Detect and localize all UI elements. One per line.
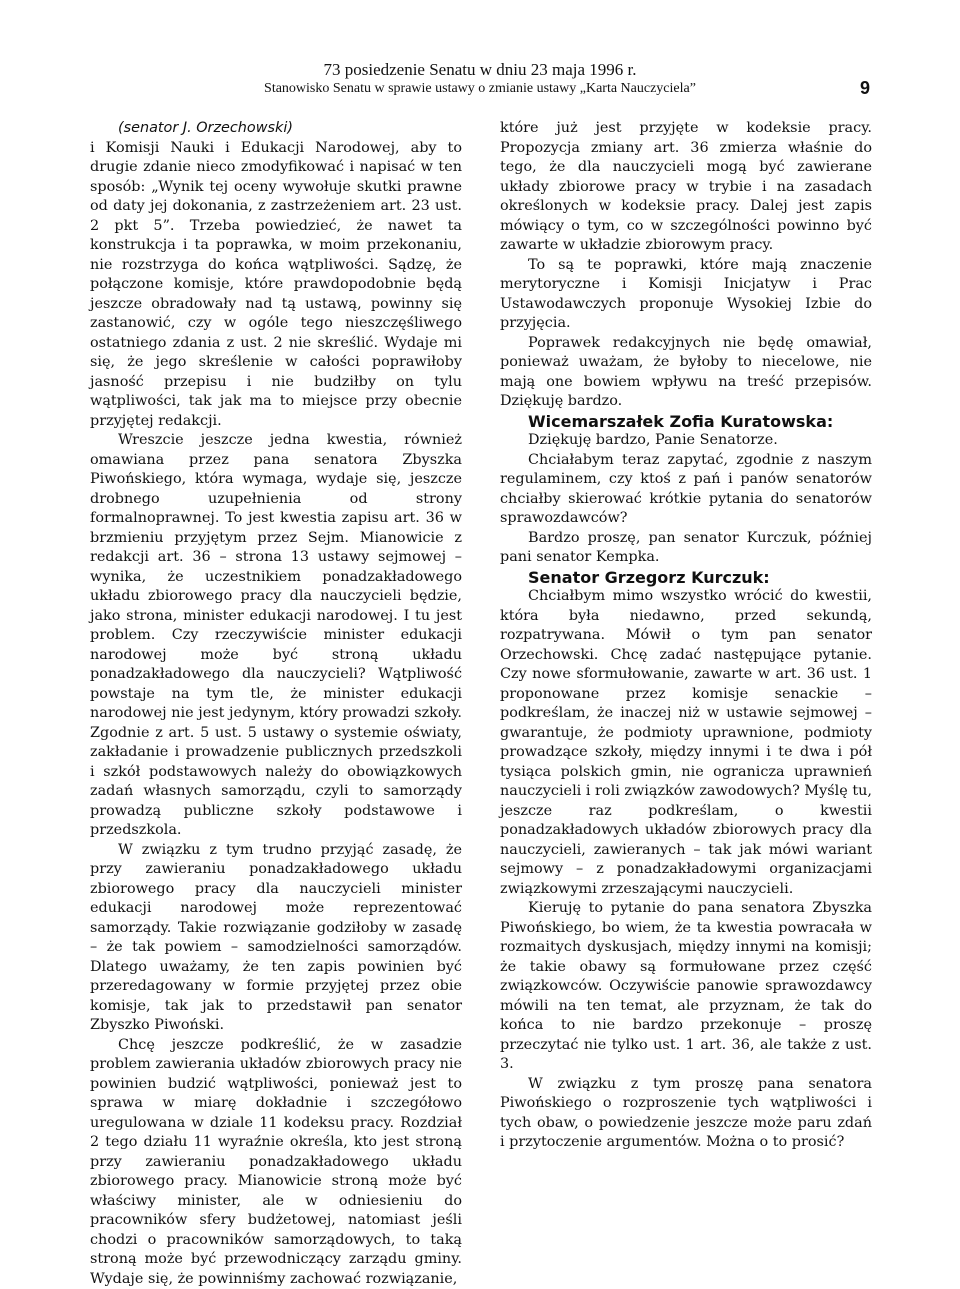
paragraph: Bardzo proszę, pan senator Kurczuk, później pani senator Kempka.: [500, 529, 872, 568]
speaker-heading-kurczuk: Senator Grzegorz Kurczuk:: [500, 568, 872, 588]
paragraph: Wreszcie jeszcze jedna kwestia, również omawiana przez pana senatora Zbyszka Piwońskiego, która wymaga, wydaje się, jeszcze drobnego uzupełnienia od strony formalnoprawnej. To jest kwestia zapisu art. 36 w brzmieniu przyjętym przez Sejm. Mianowicie z redakcji art. 36 – strona 13 ustawy sejmowej – wynika, że uczestnikiem ponadzakładowego układu zbiorowego pracy dla nauczycieli będzie, jako strona, minister edukacji narodowej. I tu jest problem. Czy rzeczywiście minister edukacji narodowej może być stroną układu ponadzakładowego dla nauczycieli? Wątpliwość powstaje na tym tle, że minister edukacji narodowej nie jest jedynym, który prowadzi szkoły. Zgodnie z art. 5 ust. 5 ustawy o systemie oświaty, zakładanie i prowadzenie publicznych przedszkoli i szkół podstawowych należy do obowiązkowych zadań własnych samorządu, czyli to samorządy prowadzą publiczne szkoły podstawowe i przedszkola.: [90, 431, 462, 841]
speaker-reference: (senator J. Orzechowski): [90, 119, 462, 139]
paragraph: Chcę jeszcze podkreślić, że w zasadzie problem zawierania układów zbiorowych pracy nie powinien budzić wątpliwości, ponieważ jest to sprawa w miarę dokładnie i szczegółowo uregulowana w dziale 11 kodeksu pracy. Rozdział 2 tego działu 11 wyraźnie określa, kto jest stroną przy zawieraniu ponadzakładowego układu zbiorowego pracy. Mianowicie stroną może być właściwy minister, ale w odniesieniu do pracowników sfery budżetowej, natomiast jeśli chodzi o pracowników samorządowych, to taką stroną może być przewodniczący zarządu gminy. Wydaje się, że powinniśmy zachować rozwiązanie,: [90, 1036, 462, 1289]
paragraph: Poprawek redakcyjnych nie będę omawiał, ponieważ uważam, że byłoby to niecelowe, nie mają one bowiem wpływu na treść przepisów. Dziękuję bardzo.: [500, 334, 872, 412]
paragraph: Chciałabym teraz zapytać, zgodnie z naszym regulaminem, czy ktoś z pań i panów senatorów chciałby skierować krótkie pytania do senatorów sprawozdawców?: [500, 451, 872, 529]
paragraph: To są te poprawki, które mają znaczenie merytoryczne i Komisji Inicjatyw i Prac Ustawodawczych proponuje Wysokiej Izbie do przyjęcia.: [500, 256, 872, 334]
paragraph: Kieruję to pytanie do pana senatora Zbyszka Piwońskiego, bo wiem, że ta kwestia powracała w rozmaitych dyskusjach, między innymi na komisji; że takie obawy są formułowane przez część związkowców. Oczywiście panowie sprawozdawcy mówili na ten temat, ale przyznam, że tak do końca to nie bardzo przekonuje – proszę przeczytać nie tylko ust. 1 art. 36, ale także z ust. 3.: [500, 899, 872, 1075]
paragraph: które już jest przyjęte w kodeksie pracy. Propozycja zmiany art. 36 zmierza właśnie do tego, że dla nauczycieli mogą być zawierane układy zbiorowe pracy w trybie i na zasadach określonych w kodeksie pracy. Dalej jest zapis mówiący o tym, co w szczególności powinno być zawarte w układzie zbiorowym pracy.: [500, 119, 872, 256]
speaker-heading-kuratowska: Wicemarszałek Zofia Kuratowska:: [500, 412, 872, 432]
paragraph: Dziękuję bardzo, Panie Senatorze.: [500, 431, 872, 451]
running-header-subtitle: Stanowisko Senatu w sprawie ustawy o zmianie ustawy „Karta Nauczyciela”: [0, 80, 960, 98]
paragraph: Chciałbym mimo wszystko wrócić do kwestii, która była niedawno, przed sekundą, rozpatrywana. Mówił o tym pan senator Orzechowski. Chcę zadać następujące pytanie. Czy nowe sformułowanie, zawarte w art. 36 ust. 1 proponowane przez komisje senackie – podkreślam, że inaczej niż w ustawie sejmowej – gwarantuje, że podmioty uprawnione, podmioty prowadzące szkoły, między innymi i te dwa i pół tysiąca polskich gmin, nie ogranicza uprawnień nauczycieli i roli związków zawodowych? Myślę tu, jeszcze raz podkreślam, o kwestii ponadzakładowych układów zbiorowych pracy dla nauczycieli, zawieranych – tak jak mówi wariant sejmowy – z ponadzakładowymi organizacjami związkowymi zrzeszającymi nauczycieli.: [500, 587, 872, 899]
page-number: 9: [860, 78, 870, 99]
left-column: [90, 119, 462, 1289]
paragraph: i Komisji Nauki i Edukacji Narodowej, aby to drugie zdanie nieco zmodyfikować i napisać w ten sposób: „Wynik tej oceny wywołuje skutki prawne od daty jej dokonania, z zastrzeżeniem art. 23 ust. 2 pkt 5”. Trzeba powiedzieć, że nawet ta konstrukcja i ta poprawka, w moim przekonaniu, nie rozstrzyga do końca wątpliwości. Sądzę, że połączone komisje, które prawdopodobnie będą jeszcze obradowały nad tą ustawą, powinny się zastanowić, czy w ogóle tego nieszczęśliwego ostatniego zdania z ust. 2 nie skreślić. Wydaje mi się, że jego skreślenie w całości poprawiłoby jasność przepisu i nie budziłby on tylu wątpliwości, tak jak ma to miejsce przy obecnie przyjętej redakcji.: [90, 139, 462, 432]
paragraph: W związku z tym proszę pana senatora Piwońskiego o rozproszenie tych wątpliwości i tych obaw, o powiedzenie jeszcze może paru zdań i przytoczenie argumentów. Można o to prosić?: [500, 1075, 872, 1153]
right-column: [500, 119, 872, 1153]
running-header-title: 73 posiedzenie Senatu w dniu 23 maja 1996 r.: [0, 60, 960, 80]
paragraph: W związku z tym trudno przyjąć zasadę, że przy zawieraniu ponadzakładowego układu zbiorowego pracy dla nauczycieli minister edukacji narodowej może reprezentować samorządy. Takie rozwiązanie godziłoby w zasadę – że tak powiem – samodzielności samorządów. Dlatego uważamy, że ten zapis powinien być przeredagowany w formie przyjętej przez obie komisje, tak jak to przedstawił pan senator Zbyszko Piwoński.: [90, 841, 462, 1036]
